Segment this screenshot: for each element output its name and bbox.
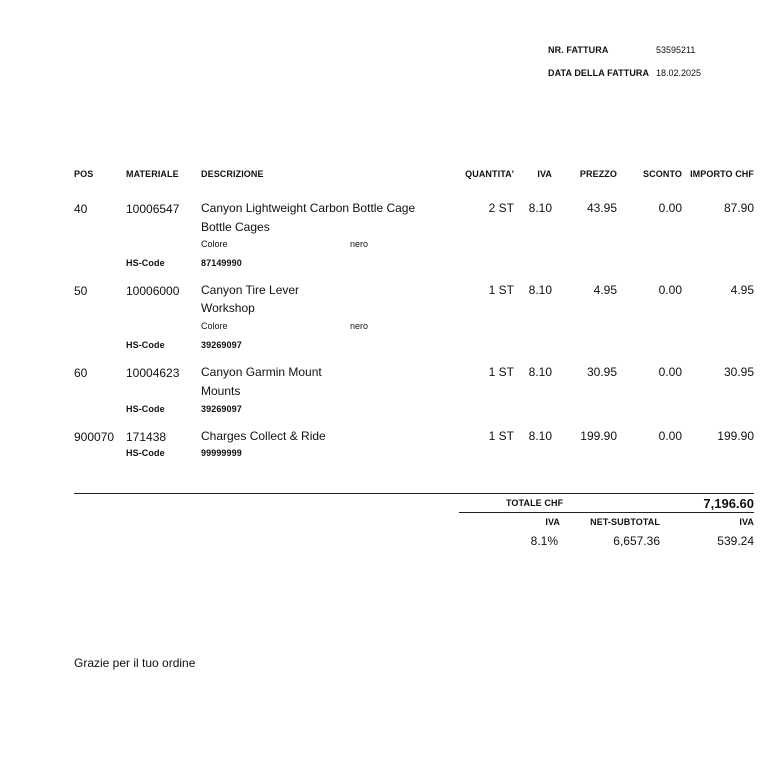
- col-header-amount: IMPORTO CHF: [690, 169, 754, 179]
- item-pos: 900070: [74, 430, 115, 444]
- net-subtotal-label: NET-SUBTOTAL: [590, 517, 660, 527]
- item-amount: 4.95: [730, 283, 754, 297]
- item-price: 30.95: [586, 365, 617, 379]
- total-label: TOTALE CHF: [506, 498, 564, 508]
- item-attribute-value: nero: [350, 321, 369, 331]
- hs-code-value: 87149990: [201, 258, 242, 268]
- item-description: Charges Collect & Ride: [201, 429, 326, 443]
- item-description: Canyon Tire Lever: [201, 283, 300, 297]
- hs-code-value: 39269097: [201, 404, 242, 414]
- col-header-material: MATERIALE: [126, 169, 179, 179]
- item-vat: 8.10: [528, 201, 552, 215]
- hs-code-value: 99999999: [201, 448, 242, 458]
- item-price: 199.90: [580, 429, 617, 443]
- item-quantity: 1 ST: [488, 365, 514, 379]
- item-attribute-label: Colore: [201, 321, 228, 331]
- item-discount: 0.00: [658, 283, 682, 297]
- total-value: 7,196.60: [703, 496, 754, 511]
- item-attribute-value: nero: [350, 239, 369, 249]
- invoice-number-value: 53595211: [656, 45, 696, 55]
- item-material: 10006547: [126, 202, 180, 216]
- subtotal-divider: [459, 512, 754, 513]
- item-discount: 0.00: [658, 429, 682, 443]
- item-vat: 8.10: [528, 365, 552, 379]
- col-header-vat: IVA: [537, 169, 552, 179]
- item-material: 171438: [126, 430, 167, 444]
- item-amount: 87.90: [723, 201, 754, 215]
- item-material: 10004623: [126, 366, 180, 380]
- col-header-discount: SCONTO: [643, 169, 682, 179]
- item-description: Canyon Lightweight Carbon Bottle Cage: [201, 201, 416, 215]
- item-price: 4.95: [593, 283, 617, 297]
- item-pos: 60: [74, 366, 88, 380]
- item-vat: 8.10: [528, 283, 552, 297]
- item-pos: 40: [74, 202, 88, 216]
- hs-code-label: HS-Code: [126, 340, 165, 350]
- col-header-pos: POS: [74, 169, 94, 179]
- item-category: Workshop: [201, 301, 255, 315]
- item-discount: 0.00: [658, 365, 682, 379]
- item-amount: 30.95: [723, 365, 754, 379]
- net-subtotal-value: 6,657.36: [613, 534, 660, 548]
- item-material: 10006000: [126, 284, 180, 298]
- item-description: Canyon Garmin Mount: [201, 365, 322, 379]
- vat-rate-label: IVA: [545, 517, 560, 527]
- invoice-number-label: NR. FATTURA: [548, 45, 609, 55]
- item-discount: 0.00: [658, 201, 682, 215]
- hs-code-label: HS-Code: [126, 448, 165, 458]
- vat-amount-value: 539.24: [717, 534, 754, 548]
- col-header-description: DESCRIZIONE: [201, 169, 264, 179]
- vat-amount-label: IVA: [739, 517, 754, 527]
- hs-code-label: HS-Code: [126, 404, 165, 414]
- hs-code-value: 39269097: [201, 340, 242, 350]
- vat-rate-value: 8.1%: [530, 534, 558, 548]
- col-header-quantity: QUANTITA': [465, 169, 514, 179]
- item-quantity: 1 ST: [488, 283, 514, 297]
- item-quantity: 1 ST: [488, 429, 514, 443]
- thank-you-note: Grazie per il tuo ordine: [74, 656, 196, 670]
- col-header-price: PREZZO: [579, 169, 617, 179]
- item-category: Bottle Cages: [201, 220, 270, 234]
- item-vat: 8.10: [528, 429, 552, 443]
- totals-divider: [74, 493, 754, 494]
- invoice-date-value: 18.02.2025: [656, 68, 702, 78]
- item-price: 43.95: [586, 201, 617, 215]
- item-amount: 199.90: [717, 429, 754, 443]
- item-pos: 50: [74, 284, 88, 298]
- item-category: Mounts: [201, 384, 241, 398]
- invoice-date-label: DATA DELLA FATTURA: [548, 68, 650, 78]
- item-quantity: 2 ST: [488, 201, 514, 215]
- item-attribute-label: Colore: [201, 239, 228, 249]
- hs-code-label: HS-Code: [126, 258, 165, 268]
